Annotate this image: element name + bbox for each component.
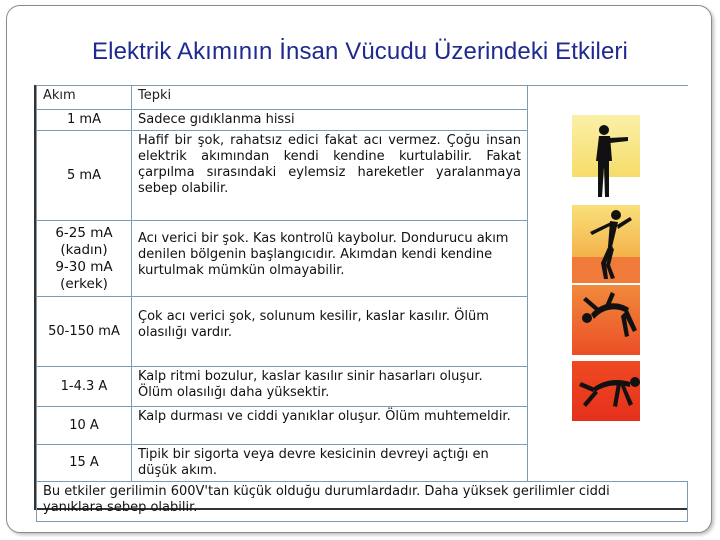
current-cell: 50-150 mA (37, 297, 132, 367)
leaning-person-icon (582, 207, 634, 282)
current-line: (kadın) (60, 241, 108, 258)
reaction-cell: Sadece gıdıklanma hissi (132, 110, 528, 131)
reaction-cell: Çok acı verici şok, solunum kesilir, kaslar kasılır. Ölüm olasılığı vardır. (132, 297, 528, 367)
effects-table-area (34, 85, 687, 515)
slide-title: Elektrik Akımının İnsan Vücudu Üzerindeki Etkileri (92, 38, 628, 65)
current-cell (37, 221, 132, 297)
reaction-cell: Tipik bir sigorta veya devre kesicinin devreyi açtığı en düşük akım. (132, 445, 528, 482)
reaction-cell: Hafif bir şok, rahatsız edici fakat acı vermez. Çoğu insan elektrik akımından kendi kendine kurtulabilir. Fakat çarpılma sırasındaki eylemsiz hareketler yaralanmaya sebep olabilir. (132, 131, 528, 221)
current-cell: 1 mA (37, 110, 132, 131)
reaction-cell: Acı verici bir şok. Kas kontrolü kaybolur. Dondurucu akım denilen bölgenin başlangıcıdır. Akımdan kendi kendine kurtulmak mümkün olmayabilir. (132, 221, 528, 297)
current-line: 9-30 mA (55, 258, 113, 275)
current-cell: 1-4.3 A (37, 367, 132, 407)
standing-person-icon (582, 123, 632, 201)
current-line: 6-25 mA (55, 224, 113, 241)
current-line: (erkek) (60, 275, 108, 292)
figure-panel (527, 85, 687, 465)
collapsed-person-icon (577, 370, 641, 414)
current-cell: 10 A (37, 407, 132, 445)
table-footnote-row (37, 482, 688, 522)
header-current: Akım (37, 86, 132, 110)
reaction-cell: Kalp ritmi bozulur, kaslar kasılır sinir hasarları oluşur. Ölüm olasılığı daha yüksektir. (132, 367, 528, 407)
arched-person-icon (577, 290, 641, 350)
reaction-cell: Kalp durması ve ciddi yanıklar oluşur. Ölüm muhtemeldir. (132, 407, 528, 445)
header-reaction: Tepki (132, 86, 528, 110)
current-cell: 15 A (37, 445, 132, 482)
current-cell: 5 mA (37, 131, 132, 221)
table-footnote: Bu etkiler gerilimin 600V'tan küçük olduğu durumlardadır. Daha yüksek gerilimler ciddi yanıklara sebep olabilir. (37, 482, 688, 522)
